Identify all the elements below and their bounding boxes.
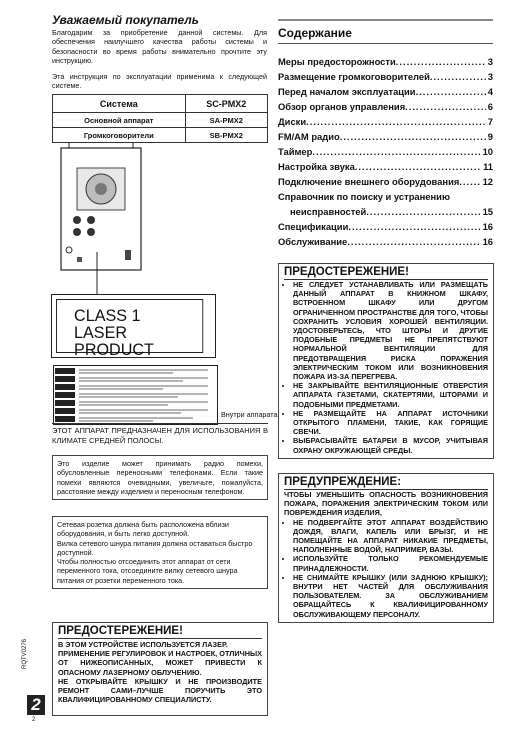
laser-warning-sticker [53,365,218,425]
toc-item[interactable]: Таймер ..... 10 [278,144,493,159]
climate-note-text: ЭТОТ АППАРАТ ПРЕДНАЗНАЧЕН ДЛЯ ИСПОЛЬЗОВАНИЯ В КЛИМАТЕ СРЕДНЕЙ ПОЛОСЫ. [52,426,268,445]
caution-box [278,263,494,459]
list-item: • НЕ ЗАКРЫВАЙТЕ ВЕНТИЛЯЦИОННЫЕ ОТВЕРСТИЯ АППАРАТА ГАЗЕТАМИ, СКАТЕРТЯМИ, ШТОРАМИ И ПОДОБНЫМИ ПРЕДМЕТАМИ. [293,381,488,409]
laser-class-line1: CLASS 1 [74,306,141,325]
outlet-note-p1: Сетевая розетка должна быть расположена вблизи оборудования, и быть легко доступной. [57,520,229,539]
page-number: 2 [27,695,45,715]
list-item: • НЕ СЛЕДУЕТ УСТАНАВЛИВАТЬ ИЛИ РАЗМЕЩАТЬ ДАННЫЙ АППАРАТ В КНИЖНОМ ШКАФУ, ВСТРОЕННОМ ШКАФУ ИЛИ ДРУГОМ ОГРАНИЧЕННОМ ПРОСТРАНСТВЕ ДЛЯ ТОГО, ЧТОБЫ СОХРАНИТЬ УСЛОВИЯ ХОРОШЕЙ ВЕНТИЛЯЦИИ. УДОСТОВЕРЬТЕСЬ, ЧТО ШТОРЫ И ДРУГИЕ ПОДОБНЫЕ ПРЕДМЕТЫ НЕ ПРЕПЯТСТВУЮТ НОРМАЛЬНОЙ ВЕНТИЛЯЦИИ ДЛЯ ПРЕДОТВРАЩЕНИЯ РИСКА ПОРАЖЕНИЯ ЭЛЕКТРИЧЕСКИМ ТОКОМ ИЛИ ВОЗНИКНОВЕНИЯ ПОЖАРА ИЗ-ЗА ПЕРЕГРЕВА. [293,280,488,381]
toc-item[interactable]: Справочник по поиску и устранению [278,191,450,202]
laser-warning-p1: В ЭТОМ УСТРОЙСТВЕ ИСПОЛЬЗУЕТСЯ ЛАЗЕР. [58,640,228,649]
toc-item[interactable]: неисправностей ..... 15 [278,204,493,219]
warning-box [278,473,494,623]
greeting-paragraph: Благодарим за приобретение данной системы. Для обеспечения наилучшего качества работы системы и безопасности во время работы внимательно прочтите эту инструкцию. [52,28,267,65]
climate-note [52,423,268,445]
table-of-contents [278,54,493,249]
device-rear-illustration [55,140,150,300]
list-item: • ИСПОЛЬЗУЙТЕ ТОЛЬКО РЕКОМЕНДУЕМЫЕ ПРИНАДЛЕЖНОСТИ. [293,554,488,572]
table-cell: SB-PMX2 [185,128,267,143]
toc-item[interactable]: Перед началом эксплуатации ..... 4 [278,84,493,99]
table-header: SC-PMX2 [185,95,267,113]
toc-item[interactable]: Обслуживание ..... 16 [278,234,493,249]
table-cell: Громкоговорители [53,128,186,143]
table-header: Система [53,95,186,113]
warning-list [284,518,488,619]
outlet-note-p2: Вилка сетевого шнура питания должна оставаться быстро доступной. [57,538,253,557]
table-cell: SA-PMX2 [185,113,267,128]
toc-item[interactable]: Спецификации ..... 16 [278,219,493,234]
outlet-note [52,516,268,589]
list-item: • ВЫБРАСЫВАЙТЕ БАТАРЕИ В МУСОР, УЧИТЫВАЯ ОХРАНУ ОКРУЖАЮЩЕЙ СРЕДЫ. [293,436,488,454]
radio-interference-note [52,455,268,500]
list-item: • НЕ ПОДВЕРГАЙТЕ ЭТОТ АППАРАТ ВОЗДЕЙСТВИЮ ДОЖДЯ, ВЛАГИ, КАПЕЛЬ ИЛИ БРЫЗГ, И НЕ ПОМЕЩАЙТЕ НА АППАРАТ НИКАКИЕ ПРЕДМЕТЫ, НАПОЛНЕННЫЕ ВОДОЙ, НАПРИМЕР, ВАЗЫ. [293,518,488,555]
caution-list [284,280,488,455]
radio-note-text: Это изделие может принимать радио помехи, обусловленные переносными телефонами. Если такие помехи являются очевидными, увеличьте, пожалуйста, расстояние между изделием и переносным телефоном. [57,459,263,496]
page-subnumber: 2 [32,717,36,723]
list-item: • НЕ СНИМАЙТЕ КРЫШКУ (ИЛИ ЗАДНЮЮ КРЫШКУ); ВНУТРИ НЕТ ЧАСТЕЙ ДЛЯ ОБСЛУЖИВАНИЯ ПОЛЬЗОВАТЕЛЕМ. ЗА ОБСЛУЖИВАНИЕМ ОБРАЩАЙТЕСЬ К КВАЛИФИЦИРОВАННОМУ ОБСЛУЖИВАЮЩЕМУ ПЕРСОНАЛУ. [293,573,488,619]
toc-item[interactable]: Подключение внешнего оборудования ..... 12 [278,174,493,189]
warning-title: ПРЕДУПРЕЖДЕНИЕ: [284,476,488,490]
table-cell: Основной аппарат [53,113,186,128]
toc-item[interactable]: Настройка звука ..... 11 [278,159,493,174]
outlet-note-p3: Чтобы полностью отсоединить этот аппарат от сети переменного тока, отсоедините вилку сетевого шнура питания от розетки переменного тока. [57,557,238,585]
toc-item[interactable]: Обзор органов управления ..... 6 [278,99,493,114]
toc-title: Содержание [278,26,493,44]
laser-warning-title: ПРЕДОСТЕРЕЖЕНИЕ! [58,625,262,639]
model-table [52,94,268,143]
toc-item[interactable]: Меры предосторожности ..... 3 [278,54,493,69]
list-item: • НЕ РАЗМЕЩАЙТЕ НА АППАРАТ ИСТОЧНИКИ ОТКРЫТОГО ПЛАМЕНИ, ТАКИЕ, КАК ГОРЯЩИЕ СВЕЧИ. [293,409,488,437]
toc-item[interactable]: FM/AM радио ..... 9 [278,129,493,144]
laser-class-label [51,294,216,358]
toc-item[interactable]: Размещение громкоговорителей ..... 3 [278,69,493,84]
document-code-text: RQTV0276 [22,638,28,669]
inside-caption: Внутри аппарата [221,410,278,419]
applicability-paragraph: Эта инструкция по эксплуатации применима к следующей системе. [52,72,267,91]
caution-title: ПРЕДОСТЕРЕЖЕНИЕ! [284,266,488,280]
warning-intro: ЧТОБЫ УМЕНЬШИТЬ ОПАСНОСТЬ ВОЗНИКНОВЕНИЯ ПОЖАРА, ПОРАЖЕНИЯ ЭЛЕКТРИЧЕСКИМ ТОКОМ ИЛИ ПОВРЕЖДЕНИЯ ИЗДЕЛИЯ, [284,490,488,518]
laser-warning-box [52,622,268,716]
laser-class-line2: LASER PRODUCT [74,323,154,359]
toc-item[interactable]: Диски ..... 7 [278,114,493,129]
laser-warning-p2: ПРИМЕНЕНИЕ РЕГУЛИРОВОК И НАСТРОЕК, ОТЛИЧНЫХ ОТ НИЖЕОПИСАННЫХ, МОЖЕТ ПРИВЕСТИ К ОПАСНОМУ ЛАЗЕРНОМУ ОБЛУЧЕНИЮ. [58,649,262,677]
greeting-title: Уважаемый покупатель [52,13,199,27]
laser-warning-p3: НЕ ОТКРЫВАЙТЕ КРЫШКУ И НЕ ПРОИЗВОДИТЕ РЕМОНТ САМИ–ЛУЧШЕ ПОРУЧИТЬ ЭТО КВАЛИФИЦИРОВАННОМУ СПЕЦИАЛИСТУ. [58,676,262,705]
